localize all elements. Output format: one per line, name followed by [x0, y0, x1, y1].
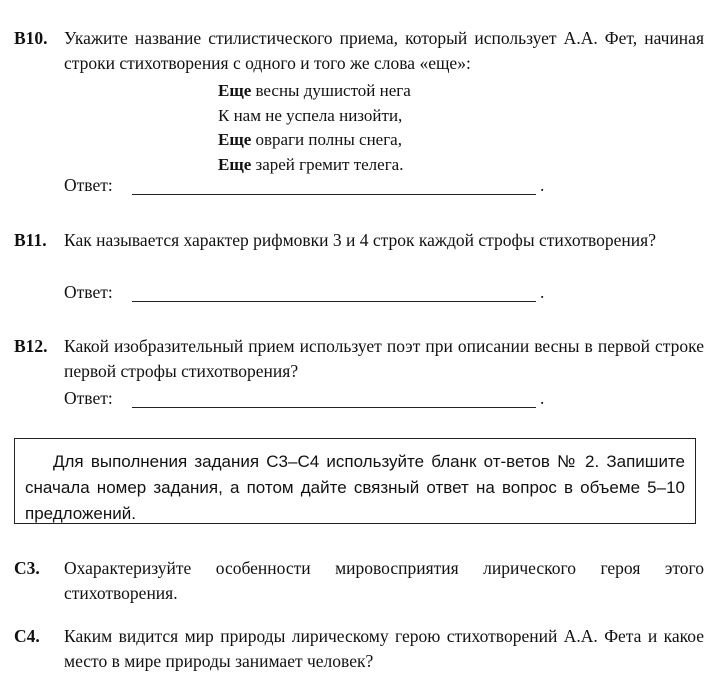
answer-label: Ответ: — [64, 175, 113, 195]
answer-line-b12[interactable] — [64, 388, 545, 409]
question-b11 — [14, 228, 704, 253]
poem-line: Еще зарей гремит телега. — [218, 154, 404, 174]
answer-blank[interactable] — [132, 407, 536, 408]
question-c4 — [14, 624, 704, 674]
poem-excerpt — [218, 79, 411, 177]
question-text: Охарактеризуйте особенности мировосприятия лирического героя этого стихотворения. — [64, 558, 704, 603]
answer-label: Ответ: — [64, 282, 113, 302]
question-b12 — [14, 334, 704, 384]
poem-line: Еще овраги полны снега, — [218, 130, 402, 149]
answer-period: . — [540, 282, 545, 302]
question-c3 — [14, 556, 704, 606]
answer-line-b11[interactable] — [64, 282, 545, 303]
question-number: B12. — [14, 336, 48, 356]
answer-label: Ответ: — [64, 388, 113, 408]
question-number: B10. — [14, 28, 48, 48]
answer-blank[interactable] — [132, 301, 536, 302]
instruction-text: Для выполнения задания С3–С4 используйте бланк от-ветов № 2. Запишите сначала номер задания, а потом дайте связный ответ на вопрос в объеме 5–10 предложений. — [25, 452, 685, 523]
instruction-box — [14, 438, 696, 524]
question-number: С4. — [14, 626, 40, 646]
answer-line-b10[interactable] — [64, 175, 545, 196]
answer-period: . — [540, 388, 545, 408]
question-text: Как называется характер рифмовки 3 и 4 строк каждой строфы стихотворения? — [64, 230, 656, 250]
question-b10 — [14, 26, 704, 76]
question-text: Каким видится мир природы лирическому герою стихотворений А.А. Фета и какое место в мире природы занимает человек? — [64, 626, 704, 671]
poem-line: Еще весны душистой нега — [218, 81, 411, 100]
answer-period: . — [540, 175, 545, 195]
question-text: Укажите название стилистического приема, который использует А.А. Фет, начиная строки стихотворения с одного и того же слова «еще»: — [64, 28, 704, 73]
question-number: С3. — [14, 558, 40, 578]
poem-line: К нам не успела низойти, — [218, 105, 403, 125]
answer-blank[interactable] — [132, 194, 536, 195]
question-number: B11. — [14, 230, 47, 250]
question-text: Какой изобразительный прием использует поэт при описании весны в первой строке первой строфы стихотворения? — [64, 336, 704, 381]
